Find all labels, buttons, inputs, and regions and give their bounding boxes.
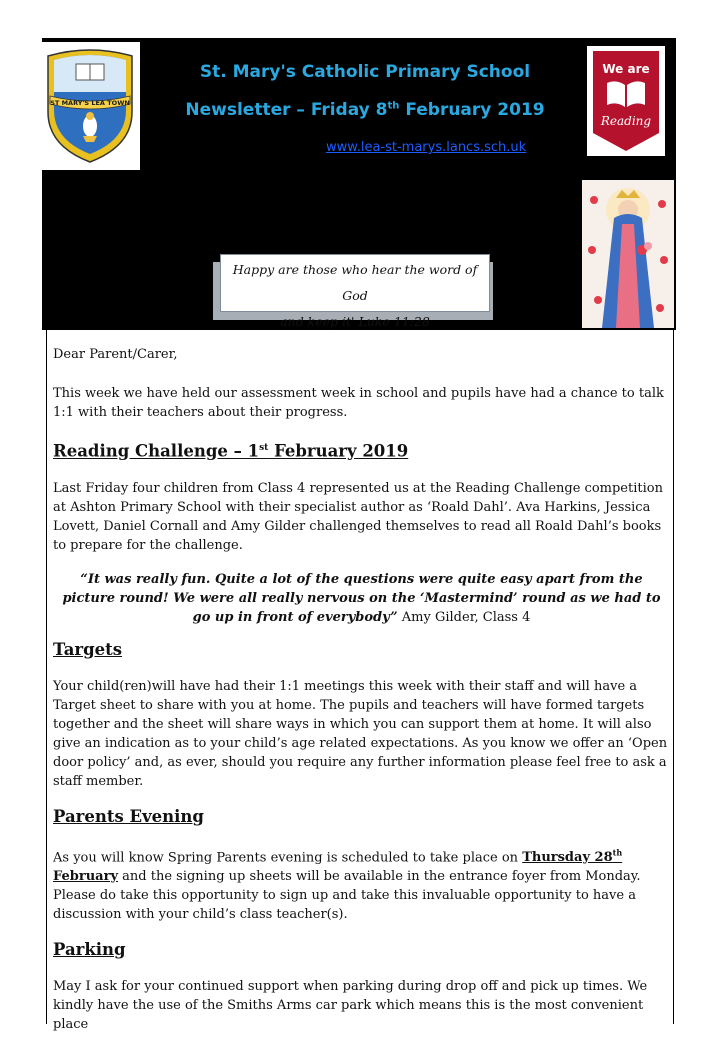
reading-challenge-heading: [53, 437, 670, 463]
school-crest: [40, 42, 140, 170]
newsletter-title: [150, 100, 580, 120]
newsletter-title-sup: th: [387, 100, 400, 112]
parents-date-sup: th: [612, 847, 623, 858]
newsletter-title-suffix: February 2019: [399, 100, 545, 120]
reading-challenge-text: Last Friday four children from Class 4 represented us at the Reading Challenge competition at Ashton Primary School with their specialist author as ‘Roald Dahl’. Ava Harkins, Jessica Lovett, Daniel Cornall and Amy Gilder challenged themselves to read all Roald Dahl’s books to prepare for the challenge.: [53, 480, 663, 553]
svg-text:We are: We are: [602, 62, 650, 76]
reading-badge-icon: [589, 49, 663, 153]
we-are-reading-badge: [587, 46, 665, 156]
parents-date-prefix: Thursday 28: [522, 849, 613, 865]
quote-line-2: and keep it' Luke 11:28: [280, 314, 430, 329]
targets-text: Your child(ren)will have had their 1:1 meetings this week with their staff and will have a Target sheet to share with you at home. The pupils and teachers will have formed targets together and the sheet will share ways in which you can support them at home. It will also give an indication as to your child’s age related expectations. As you know we offer an ‘Open door policy’ and, as ever, should you require any further information please feel free to ask a staff member.: [53, 678, 668, 789]
parents-evening-heading: Parents Evening: [53, 806, 204, 826]
parking-heading: Parking: [53, 939, 126, 959]
parents-text-after: and the signing up sheets will be available in the entrance foyer from Monday. Please do take this opportunity to sign up and take this invaluable opportunity to have a discussion with your child’s class teacher(s).: [53, 868, 641, 922]
svg-text:Reading: Reading: [600, 114, 652, 128]
parents-text-before: As you will know Spring Parents evening is scheduled to take place on: [53, 849, 523, 865]
intro-paragraph: This week we have held our assessment week in school and pupils have had a chance to talk 1:1 with their teachers about their progress.: [53, 386, 664, 420]
website-link[interactable]: www.lea-st-marys.lancs.sch.uk: [326, 140, 527, 155]
testimonial-author: Amy Gilder, Class 4: [397, 609, 531, 625]
greeting: Dear Parent/Carer,: [53, 347, 178, 362]
testimonial: [53, 570, 670, 627]
newsletter-title-prefix: Newsletter – Friday 8: [185, 100, 388, 120]
mary-illustration: [580, 178, 676, 330]
parents-evening-text: [53, 844, 670, 924]
targets-heading: Targets: [53, 639, 123, 659]
newsletter-body: [53, 345, 670, 1049]
reading-heading-suffix: February 2019: [268, 441, 409, 461]
parents-date-suffix: February: [53, 868, 119, 884]
mary-icon: [582, 180, 674, 328]
scripture-quote: [220, 254, 490, 329]
reading-heading-prefix: Reading Challenge – 1: [53, 441, 260, 461]
testimonial-quote: “It was really fun. Quite a lot of the questions were quite easy apart from the picture round! We were all really nervous on the ‘Mastermind’ round as we had to go up in front of everybody”: [62, 571, 661, 625]
quote-line-1: Happy are those who hear the word of God: [232, 262, 478, 303]
parking-text: May I ask for your continued support when parking during drop off and pick up times. We kindly have the use of the Smiths Arms car park which means this is the most convenient place: [53, 978, 648, 1032]
reading-heading-sup: st: [259, 443, 269, 453]
svg-text:ST MARY'S LEA TOWN: ST MARY'S LEA TOWN: [50, 99, 130, 107]
school-name: St. Mary's Catholic Primary School: [199, 62, 531, 82]
school-crest-icon: [40, 42, 140, 170]
